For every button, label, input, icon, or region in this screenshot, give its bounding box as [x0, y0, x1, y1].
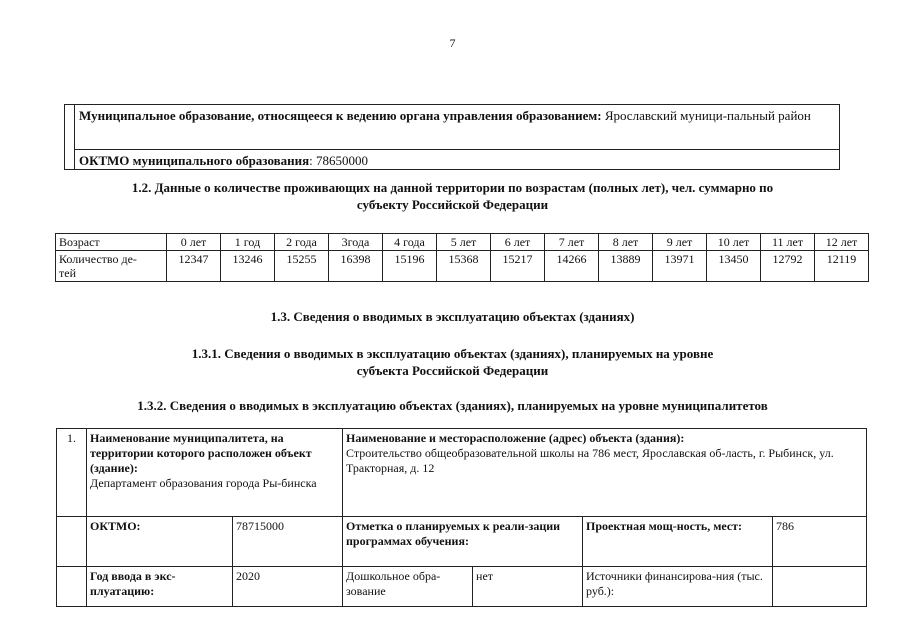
- age-cell: 10 лет: [707, 234, 761, 251]
- year-value-cell: 2020: [233, 567, 343, 607]
- section-1-3-2-title: 1.3.2. Сведения о вводимых в эксплуатацию объектах (зданиях), планируемых на уровне муниципалитетов: [137, 398, 768, 413]
- count-cell: 15255: [275, 251, 329, 282]
- object-year-row: [57, 567, 867, 607]
- capacity-value-cell: 786: [773, 517, 867, 567]
- object-cell: [343, 429, 867, 517]
- municipality-label: Наименование муниципалитета, на территории которого расположен объект (здание):: [90, 431, 312, 475]
- section-1-3-1-title: 1.3.1. Сведения о вводимых в эксплуатацию объектах (зданиях), планируемых на уровне субъекта Российской Федерации: [191, 346, 714, 378]
- financing-label-cell: Источники финансирова-ния (тыс. руб.):: [583, 567, 773, 607]
- count-cell: 13450: [707, 251, 761, 282]
- count-cell: 15196: [383, 251, 437, 282]
- object-oktmo-row: [57, 517, 867, 567]
- municipal-info-table: [64, 104, 840, 170]
- count-cell: 14266: [545, 251, 599, 282]
- age-cell: 4 года: [383, 234, 437, 251]
- count-cell: 13971: [653, 251, 707, 282]
- municipality-value: Департамент образования города Ры-бинска: [90, 476, 317, 490]
- municipal-entity-cell: [75, 105, 840, 150]
- oktmo-label: ОКТМО муниципального образования: [79, 153, 310, 168]
- age-cell: 2 года: [275, 234, 329, 251]
- age-cell: 7 лет: [545, 234, 599, 251]
- count-row: [56, 251, 869, 282]
- object-table: [56, 428, 867, 607]
- count-cell: 12347: [167, 251, 221, 282]
- age-header-row: [56, 234, 869, 251]
- programs-label-cell: Отметка о планируемых к реали-зации программах обучения:: [343, 517, 583, 567]
- oktmo-cell: [75, 150, 840, 170]
- age-cell: 3года: [329, 234, 383, 251]
- row-number: 1.: [57, 429, 87, 517]
- preschool-value-cell: нет: [473, 567, 583, 607]
- age-cell: 6 лет: [491, 234, 545, 251]
- count-cell: 15368: [437, 251, 491, 282]
- count-label: Количество де- тей: [56, 251, 167, 282]
- age-header-label: Возраст: [56, 234, 167, 251]
- section-1-3-title: 1.3. Сведения о вводимых в эксплуатацию объектах (зданиях): [270, 309, 635, 324]
- age-cell: 5 лет: [437, 234, 491, 251]
- oktmo-value: : 78650000: [309, 153, 369, 168]
- oktmo-label-cell: ОКТМО:: [87, 517, 233, 567]
- count-cell: 15217: [491, 251, 545, 282]
- age-cell: 8 лет: [599, 234, 653, 251]
- oktmo-value-cell: 78715000: [233, 517, 343, 567]
- preschool-label-cell: Дошкольное обра-зование: [343, 567, 473, 607]
- count-cell: 12119: [815, 251, 869, 282]
- count-cell: 13246: [221, 251, 275, 282]
- age-cell: 11 лет: [761, 234, 815, 251]
- object-header-row: [57, 429, 867, 517]
- object-label: Наименование и месторасположение (адрес) объекта (здания):: [346, 431, 685, 445]
- object-value: Строительство общеобразовательной школы на 786 мест, Ярославская об-ласть, г. Рыбинск, ул. Тракторная, д. 12: [346, 446, 834, 475]
- age-cell: 9 лет: [653, 234, 707, 251]
- capacity-label-cell: Проектная мощ-ность, мест:: [583, 517, 773, 567]
- page-number: 7: [449, 36, 456, 50]
- year-label-cell: Год ввода в экс-плуатацию:: [87, 567, 233, 607]
- count-cell: 13889: [599, 251, 653, 282]
- count-cell: 16398: [329, 251, 383, 282]
- age-cell: 0 лет: [167, 234, 221, 251]
- section-1-2-title: 1.2. Данные о количестве проживающих на данной территории по возрастам (полных лет), чел. суммарно по субъекту Российской Федерации: [131, 180, 774, 212]
- municipality-cell: [87, 429, 343, 517]
- age-population-table: [55, 233, 869, 282]
- age-cell: 12 лет: [815, 234, 869, 251]
- municipal-entity-value: Ярославский муници-пальный район: [604, 108, 811, 123]
- age-cell: 1 год: [221, 234, 275, 251]
- municipal-entity-label: Муниципальное образование, относящееся к ведению органа управления образованием:: [79, 108, 602, 123]
- count-cell: 12792: [761, 251, 815, 282]
